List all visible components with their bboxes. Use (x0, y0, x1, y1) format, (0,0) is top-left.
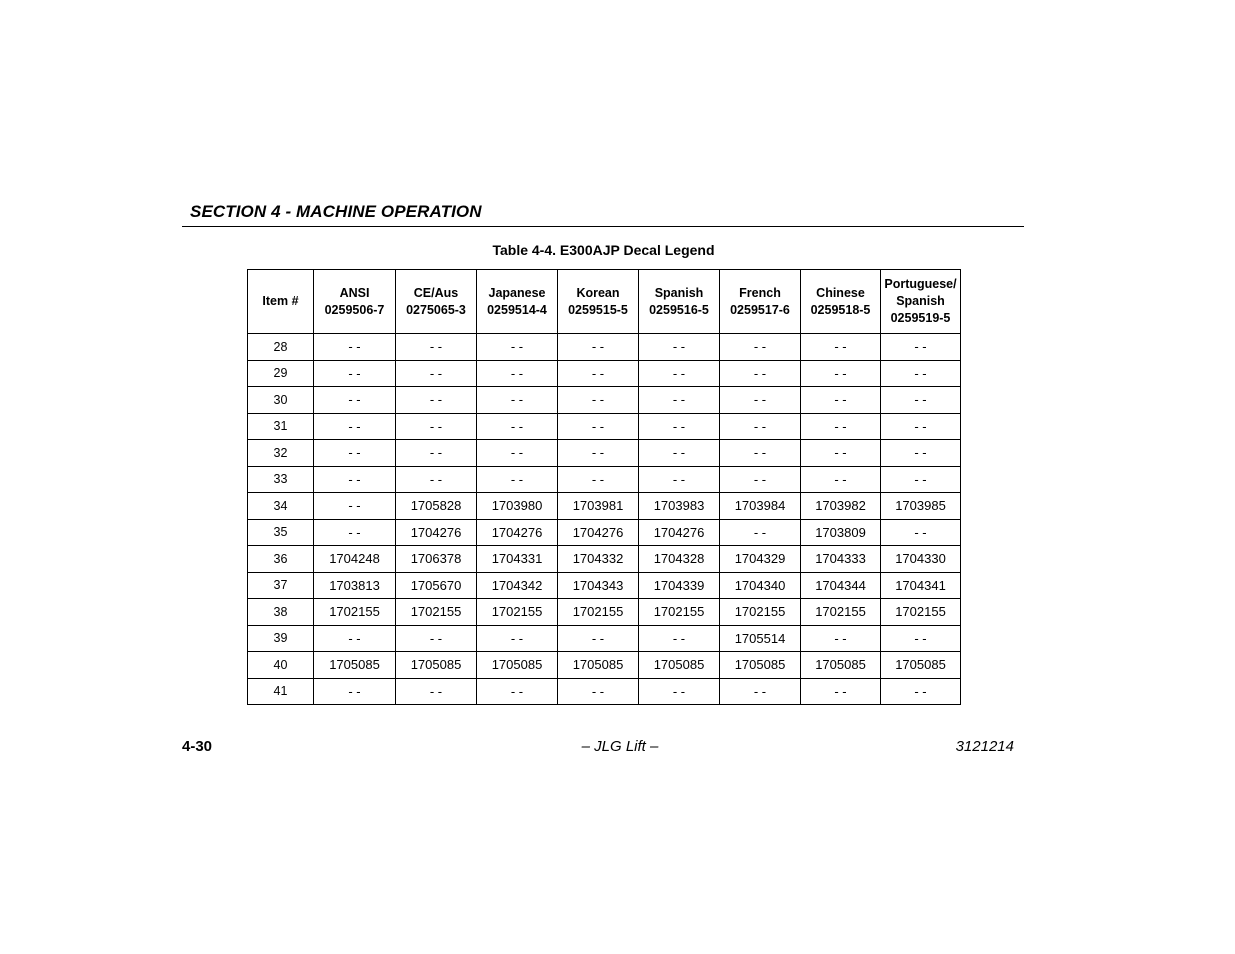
decal-part-cell: - - (881, 334, 961, 361)
decal-part-cell: 1702155 (558, 599, 639, 626)
decal-part-cell: - - (639, 387, 720, 414)
decal-part-cell: - - (801, 413, 881, 440)
decal-part-cell: - - (639, 625, 720, 652)
item-number-cell: 30 (248, 387, 314, 414)
column-header (881, 270, 961, 334)
column-header-line: Spanish (896, 294, 945, 308)
decal-part-cell: 1704276 (396, 519, 477, 546)
decal-part-cell: - - (396, 413, 477, 440)
decal-part-cell: 1702155 (396, 599, 477, 626)
decal-part-cell: 1704341 (881, 572, 961, 599)
decal-part-cell: - - (314, 387, 396, 414)
decal-part-cell: - - (639, 360, 720, 387)
column-header (558, 270, 639, 334)
decal-part-cell: - - (314, 360, 396, 387)
decal-part-cell: - - (477, 334, 558, 361)
decal-part-cell: 1703982 (801, 493, 881, 520)
decal-part-cell: - - (881, 678, 961, 705)
column-header-line: 0259516-5 (649, 302, 709, 317)
decal-part-cell: 1704344 (801, 572, 881, 599)
decal-part-cell: - - (558, 413, 639, 440)
decal-part-cell: - - (314, 440, 396, 467)
column-header (314, 270, 396, 334)
decal-part-cell: - - (477, 440, 558, 467)
decal-part-cell: - - (639, 440, 720, 467)
item-number-cell: 32 (248, 440, 314, 467)
decal-part-cell: - - (558, 466, 639, 493)
decal-part-cell: - - (801, 387, 881, 414)
table-row (248, 466, 961, 493)
decal-part-cell: - - (720, 466, 801, 493)
column-header-line: 0259515-5 (568, 302, 628, 317)
decal-part-cell: - - (558, 440, 639, 467)
table-caption: Table 4-4. E300AJP Decal Legend (492, 242, 715, 258)
decal-part-cell: 1705085 (881, 652, 961, 679)
header-rule (182, 226, 1024, 227)
decal-part-cell: - - (314, 466, 396, 493)
item-number-cell: 41 (248, 678, 314, 705)
table-row (248, 546, 961, 573)
decal-part-cell: - - (801, 625, 881, 652)
decal-legend-table (247, 269, 961, 705)
column-header (801, 270, 881, 334)
decal-part-cell: 1706378 (396, 546, 477, 573)
decal-part-cell: - - (881, 519, 961, 546)
decal-part-cell: - - (477, 387, 558, 414)
table-row (248, 625, 961, 652)
table-row (248, 519, 961, 546)
decal-part-cell: - - (477, 413, 558, 440)
decal-part-cell: 1702155 (477, 599, 558, 626)
table-row (248, 599, 961, 626)
decal-part-cell: 1705085 (314, 652, 396, 679)
column-header-line: Chinese (816, 285, 865, 300)
decal-part-cell: - - (396, 466, 477, 493)
decal-part-cell: - - (396, 387, 477, 414)
item-number-cell: 40 (248, 652, 314, 679)
decal-part-cell: 1704343 (558, 572, 639, 599)
decal-part-cell: - - (720, 413, 801, 440)
decal-part-cell: - - (720, 334, 801, 361)
decal-part-cell: 1704339 (639, 572, 720, 599)
decal-part-cell: - - (558, 678, 639, 705)
column-header-line: 0259518-5 (810, 302, 871, 317)
column-header (248, 270, 314, 334)
decal-part-cell: 1704276 (639, 519, 720, 546)
decal-part-cell: - - (801, 678, 881, 705)
table-header-row (248, 270, 961, 334)
column-header (720, 270, 801, 334)
column-header-line: Portuguese/ (884, 277, 957, 291)
decal-part-cell: - - (720, 387, 801, 414)
table-row (248, 387, 961, 414)
decal-part-cell: - - (558, 334, 639, 361)
decal-part-cell: 1704340 (720, 572, 801, 599)
decal-part-cell: 1705085 (477, 652, 558, 679)
decal-part-cell: - - (558, 387, 639, 414)
column-header-line: 0275065-3 (406, 302, 466, 317)
decal-part-cell: - - (639, 466, 720, 493)
page-number: 4-30 (182, 738, 213, 755)
decal-part-cell: - - (314, 334, 396, 361)
decal-part-cell: - - (881, 440, 961, 467)
decal-part-cell: - - (720, 519, 801, 546)
decal-part-cell: - - (477, 360, 558, 387)
decal-part-cell: 1705085 (639, 652, 720, 679)
column-header-line: Item # (262, 294, 299, 308)
column-header-line: 0259519-5 (890, 311, 951, 325)
decal-part-cell: - - (881, 413, 961, 440)
decal-part-cell: 1702155 (801, 599, 881, 626)
decal-part-cell: 1704333 (801, 546, 881, 573)
decal-part-cell: - - (314, 625, 396, 652)
decal-part-cell: - - (720, 360, 801, 387)
item-number-cell: 34 (248, 493, 314, 520)
decal-part-cell: - - (720, 678, 801, 705)
decal-part-cell: - - (881, 466, 961, 493)
table-row (248, 678, 961, 705)
table-row (248, 652, 961, 679)
decal-part-cell: 1704332 (558, 546, 639, 573)
decal-part-cell: 1703985 (881, 493, 961, 520)
decal-part-cell: - - (881, 387, 961, 414)
decal-part-cell: - - (881, 625, 961, 652)
decal-part-cell: 1703809 (801, 519, 881, 546)
column-header (396, 270, 477, 334)
decal-part-cell: 1705670 (396, 572, 477, 599)
column-header-line: Spanish (654, 285, 704, 300)
decal-part-cell: 1703980 (477, 493, 558, 520)
decal-part-cell: - - (396, 440, 477, 467)
decal-part-cell: - - (477, 678, 558, 705)
decal-part-cell: 1704276 (558, 519, 639, 546)
column-header-line: 0259506-7 (324, 302, 385, 317)
item-number-cell: 29 (248, 360, 314, 387)
decal-part-cell: 1705828 (396, 493, 477, 520)
table-body (248, 334, 961, 705)
decal-part-cell: 1703981 (558, 493, 639, 520)
decal-part-cell: 1702155 (314, 599, 396, 626)
section-title: SECTION 4 - MACHINE OPERATION (190, 202, 482, 221)
decal-part-cell: 1705514 (720, 625, 801, 652)
decal-part-cell: - - (639, 334, 720, 361)
decal-part-cell: 1702155 (639, 599, 720, 626)
table-row (248, 440, 961, 467)
item-number-cell: 36 (248, 546, 314, 573)
decal-part-cell: - - (801, 440, 881, 467)
decal-part-cell: - - (801, 360, 881, 387)
item-number-cell: 38 (248, 599, 314, 626)
decal-part-cell: - - (801, 334, 881, 361)
item-number-cell: 28 (248, 334, 314, 361)
decal-part-cell: - - (477, 466, 558, 493)
decal-part-cell: - - (314, 519, 396, 546)
column-header-line: CE/Aus (413, 285, 459, 300)
decal-part-cell: 1705085 (801, 652, 881, 679)
decal-part-cell: - - (639, 678, 720, 705)
decal-part-cell: - - (396, 625, 477, 652)
decal-part-cell: - - (477, 625, 558, 652)
column-header-line: 0259514-4 (487, 302, 547, 317)
column-header-line: French (739, 285, 781, 300)
item-number-cell: 39 (248, 625, 314, 652)
column-header-line: Korean (576, 285, 620, 300)
decal-part-cell: - - (720, 440, 801, 467)
item-number-cell: 33 (248, 466, 314, 493)
table-row (248, 413, 961, 440)
column-header (477, 270, 558, 334)
decal-part-cell: 1704329 (720, 546, 801, 573)
decal-part-cell: - - (314, 413, 396, 440)
decal-part-cell: 1704331 (477, 546, 558, 573)
column-header-line: Japanese (488, 285, 546, 300)
column-header-line: 0259517-6 (730, 302, 790, 317)
decal-part-cell: 1705085 (396, 652, 477, 679)
decal-part-cell: - - (396, 334, 477, 361)
decal-part-cell: - - (314, 678, 396, 705)
decal-part-cell: - - (396, 360, 477, 387)
table-row (248, 572, 961, 599)
table-row (248, 493, 961, 520)
table-row (248, 334, 961, 361)
decal-part-cell: 1705085 (720, 652, 801, 679)
item-number-cell: 35 (248, 519, 314, 546)
decal-part-cell: 1703984 (720, 493, 801, 520)
document-number: 3121214 (955, 738, 1014, 755)
item-number-cell: 31 (248, 413, 314, 440)
column-header (639, 270, 720, 334)
footer-brand: – JLG Lift – (581, 738, 659, 755)
column-header-line: ANSI (339, 285, 370, 300)
decal-part-cell: - - (881, 360, 961, 387)
decal-part-cell: 1705085 (558, 652, 639, 679)
decal-part-cell: 1703983 (639, 493, 720, 520)
decal-part-cell: - - (801, 466, 881, 493)
decal-part-cell: 1704328 (639, 546, 720, 573)
decal-part-cell: - - (396, 678, 477, 705)
decal-part-cell: 1703813 (314, 572, 396, 599)
item-number-cell: 37 (248, 572, 314, 599)
decal-part-cell: - - (314, 493, 396, 520)
table-row (248, 360, 961, 387)
decal-part-cell: 1704342 (477, 572, 558, 599)
decal-part-cell: - - (558, 625, 639, 652)
decal-part-cell: 1702155 (881, 599, 961, 626)
decal-part-cell: 1704248 (314, 546, 396, 573)
decal-part-cell: 1704330 (881, 546, 961, 573)
decal-part-cell: - - (639, 413, 720, 440)
decal-part-cell: - - (558, 360, 639, 387)
decal-part-cell: 1702155 (720, 599, 801, 626)
decal-part-cell: 1704276 (477, 519, 558, 546)
